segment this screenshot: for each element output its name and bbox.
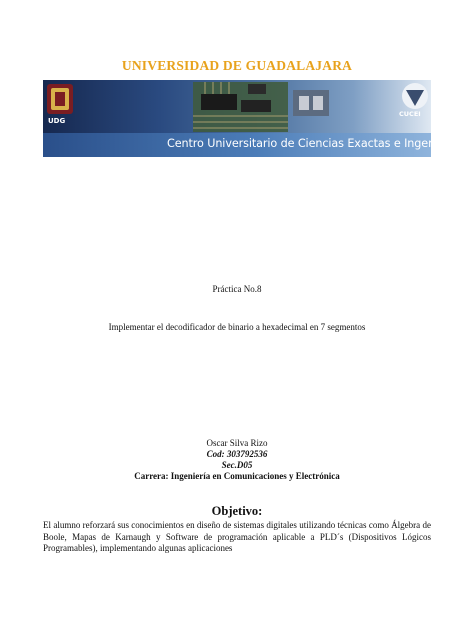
practice-description: Implementar el decodificador de binario a hexadecimal en 7 segmentos (108, 322, 366, 332)
banner-photo (43, 80, 431, 133)
banner-caption: Centro Universitario de Ciencias Exactas e Ingenierías (167, 137, 465, 150)
student-code: Cod: 303792536 (206, 449, 268, 459)
student-career: Carrera: Ingeniería en Comunicaciones y Electrónica (134, 471, 340, 481)
university-title: UNIVERSIDAD DE GUADALAJARA (121, 58, 353, 73)
udg-label: UDG (48, 117, 66, 125)
objective-text: El alumno reforzará sus conocimientos en diseño de sistemas digitales utilizando técnicas como Álgebra de Boole, Mapas de Karnaugh y Software de programación aplicable a PLD´s (Dispositivos Lógicos Programables), implementando algunas aplicaciones (43, 520, 431, 554)
udg-shield-logo (47, 84, 73, 114)
practice-title: Práctica No.8 (212, 284, 262, 294)
cucei-logo (402, 83, 428, 109)
cucei-label: CUCEI (399, 110, 421, 118)
circuit-board-image (193, 82, 288, 132)
cable-connectors-image (293, 90, 329, 116)
objective-heading: Objetivo: (211, 504, 263, 518)
header-banner (43, 80, 465, 157)
student-name: Oscar Silva Rizo (206, 438, 268, 448)
student-section: Sec.D05 (221, 460, 253, 470)
